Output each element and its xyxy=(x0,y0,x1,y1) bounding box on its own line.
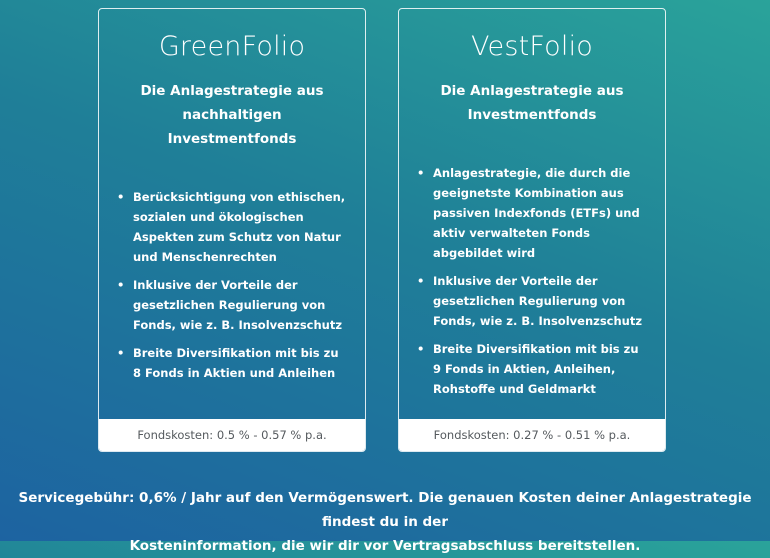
feature-text: Berücksichtigung von ethischen, sozialen und ökologischen Aspekten zum Schutz von Natur und Menschenrechten xyxy=(133,190,346,264)
product-cards xyxy=(98,8,667,454)
bullet-icon: • xyxy=(417,166,425,180)
card-subtitle-line: Die Anlagestrategie aus xyxy=(140,83,324,99)
bullet-icon: • xyxy=(117,278,125,292)
bullet-icon: • xyxy=(117,346,125,360)
greenfolio-card[interactable] xyxy=(98,8,366,452)
feature-item xyxy=(117,275,347,335)
feature-text: Breite Diversifikation mit bis zu 8 Fonds in Aktien und Anleihen xyxy=(133,346,339,380)
service-fee-note xyxy=(0,486,770,558)
feature-text: Inklusive der Vorteile der gesetzlichen Regulierung von Fonds, wie z. B. Insolvenzschutz xyxy=(433,274,643,328)
card-subtitle xyxy=(417,79,647,127)
feature-text: Anlagestrategie, die durch die geeignetste Kombination aus passiven Indexfonds (ETFs) und aktiv verwalteten Fonds abgebildet wird xyxy=(433,166,640,260)
feature-text: Inklusive der Vorteile der gesetzlichen Regulierung von Fonds, wie z. B. Insolvenzschutz xyxy=(133,278,343,332)
fund-costs: Fondskosten: 0.27 % - 0.51 % p.a. xyxy=(399,419,665,451)
feature-item xyxy=(417,271,647,331)
feature-item xyxy=(117,343,347,383)
card-subtitle xyxy=(117,79,347,151)
card-subtitle-line: Investmentfonds xyxy=(467,107,597,123)
fund-costs: Fondskosten: 0.5 % - 0.57 % p.a. xyxy=(99,419,365,451)
service-note-line: Kosteninformation, die wir dir vor Vertragsabschluss bereitstellen. xyxy=(129,538,641,554)
bullet-icon: • xyxy=(417,342,425,356)
bullet-icon: • xyxy=(417,274,425,288)
feature-list xyxy=(417,163,647,399)
card-title: VestFolio xyxy=(470,31,594,62)
feature-item xyxy=(117,187,347,267)
service-note-line: Servicegebühr: 0,6% / Jahr auf den Vermögenswert. Die genauen Kosten deiner Anlagestrategie findest du in der xyxy=(18,490,752,530)
card-title: GreenFolio xyxy=(158,31,306,62)
feature-item xyxy=(417,339,647,399)
vestfolio-card[interactable] xyxy=(398,8,666,452)
bullet-icon: • xyxy=(117,190,125,204)
feature-item xyxy=(417,163,647,263)
feature-text: Breite Diversifikation mit bis zu 9 Fonds in Aktien, Anleihen, Rohstoffe und Geldmarkt xyxy=(433,342,639,396)
feature-list xyxy=(117,187,347,383)
card-subtitle-line: Die Anlagestrategie aus xyxy=(440,83,624,99)
card-subtitle-line: nachhaltigen Investmentfonds xyxy=(167,107,297,147)
